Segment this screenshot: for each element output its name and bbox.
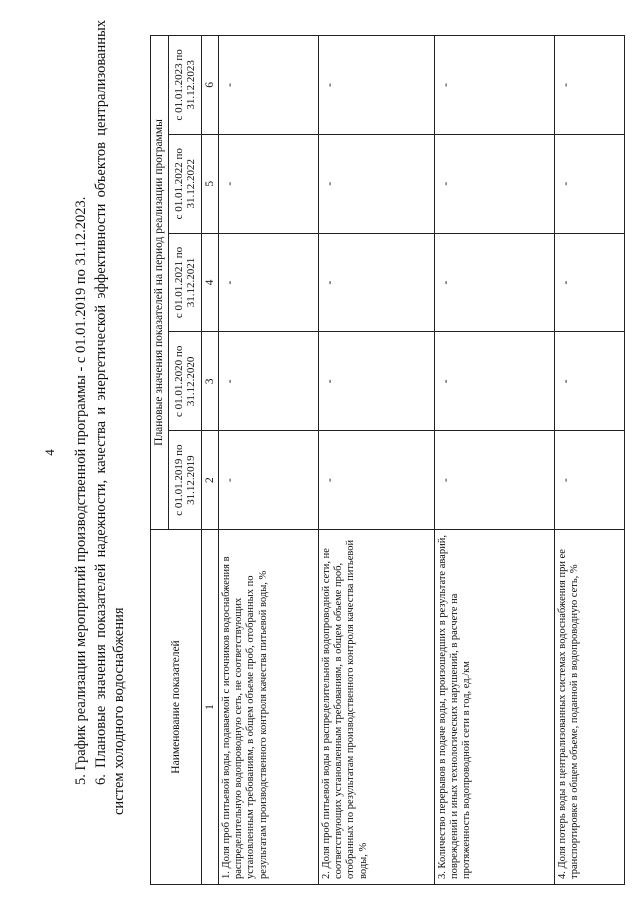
indicator-value: - bbox=[555, 233, 625, 332]
section-heading-5: 5. График реализации мероприятий производственной программы - с 01.01.2019 по 31.12.2023. bbox=[73, 196, 89, 785]
column-number: 1 bbox=[202, 530, 219, 885]
section-heading-6: 6. Плановые значения показателей надежности, качества и энергетической эффективности объектов централизованных систем холодного водоснабжения bbox=[93, 20, 127, 815]
indicator-name: 1. Доля проб питьевой воды, подаваемой с источников водоснабжения в распределительную водопроводную сеть, не соответствующих установленным требованиям, в общем объеме проб, отобранных по результатам производственного контроля качества питьевой воды, % bbox=[219, 530, 319, 885]
col-header-period-2022: с 01.01.2022 по 31.12.2022 bbox=[169, 134, 202, 233]
col-header-period-2021: с 01.01.2021 по 31.12.2021 bbox=[169, 233, 202, 332]
indicator-name: 2. Доля проб питьевой воды в распределительной водопроводной сети, не соответствующих установленным требованиям, в общем объеме проб, отобранных по результатам производственного контроля качества питьевой воды, % bbox=[319, 530, 435, 885]
indicator-value: - bbox=[319, 134, 435, 233]
indicator-value: - bbox=[435, 431, 555, 530]
col-header-period-2023: с 01.01.2023 по 31.12.2023 bbox=[169, 36, 202, 135]
indicator-value: - bbox=[219, 36, 319, 135]
column-number: 5 bbox=[202, 134, 219, 233]
indicator-value: - bbox=[555, 134, 625, 233]
indicators-table bbox=[150, 35, 625, 885]
indicator-value: - bbox=[435, 134, 555, 233]
indicator-value: - bbox=[219, 431, 319, 530]
indicator-value: - bbox=[555, 332, 625, 431]
column-number: 2 bbox=[202, 431, 219, 530]
column-number: 6 bbox=[202, 36, 219, 135]
indicator-value: - bbox=[435, 36, 555, 135]
indicator-value: - bbox=[435, 332, 555, 431]
indicator-value: - bbox=[435, 233, 555, 332]
table-row bbox=[555, 36, 625, 885]
indicator-value: - bbox=[555, 431, 625, 530]
column-number: 3 bbox=[202, 332, 219, 431]
col-header-period-2019: с 01.01.2019 по 31.12.2019 bbox=[169, 431, 202, 530]
indicator-value: - bbox=[319, 36, 435, 135]
col-header-indicator-name: Наименование показателей bbox=[151, 530, 202, 885]
table-row bbox=[435, 36, 555, 885]
table-row bbox=[219, 36, 319, 885]
indicator-value: - bbox=[319, 233, 435, 332]
indicator-value: - bbox=[219, 332, 319, 431]
indicator-value: - bbox=[219, 134, 319, 233]
indicator-value: - bbox=[319, 431, 435, 530]
indicator-value: - bbox=[219, 233, 319, 332]
indicator-name: 3. Количество перерывов в подаче воды, произошедших в результате аварий, повреждений и иных технологических нарушений, в расчете на протяженность водопроводной сети в год, ед./км bbox=[435, 530, 555, 885]
col-header-planned-values: Плановые значения показателей на период реализации программы bbox=[151, 36, 169, 530]
table-row bbox=[319, 36, 435, 885]
indicators-table-wrapper bbox=[150, 35, 625, 885]
column-number-row bbox=[202, 36, 219, 885]
column-number: 4 bbox=[202, 233, 219, 332]
page-number: 4 bbox=[42, 449, 57, 456]
indicator-value: - bbox=[555, 36, 625, 135]
col-header-period-2020: с 01.01.2020 по 31.12.2020 bbox=[169, 332, 202, 431]
indicator-value: - bbox=[319, 332, 435, 431]
indicator-name: 4. Доля потерь воды в централизованных системах водоснабжения при ее транспортировке в общем объеме, поданной в водопроводную сеть, % bbox=[555, 530, 625, 885]
